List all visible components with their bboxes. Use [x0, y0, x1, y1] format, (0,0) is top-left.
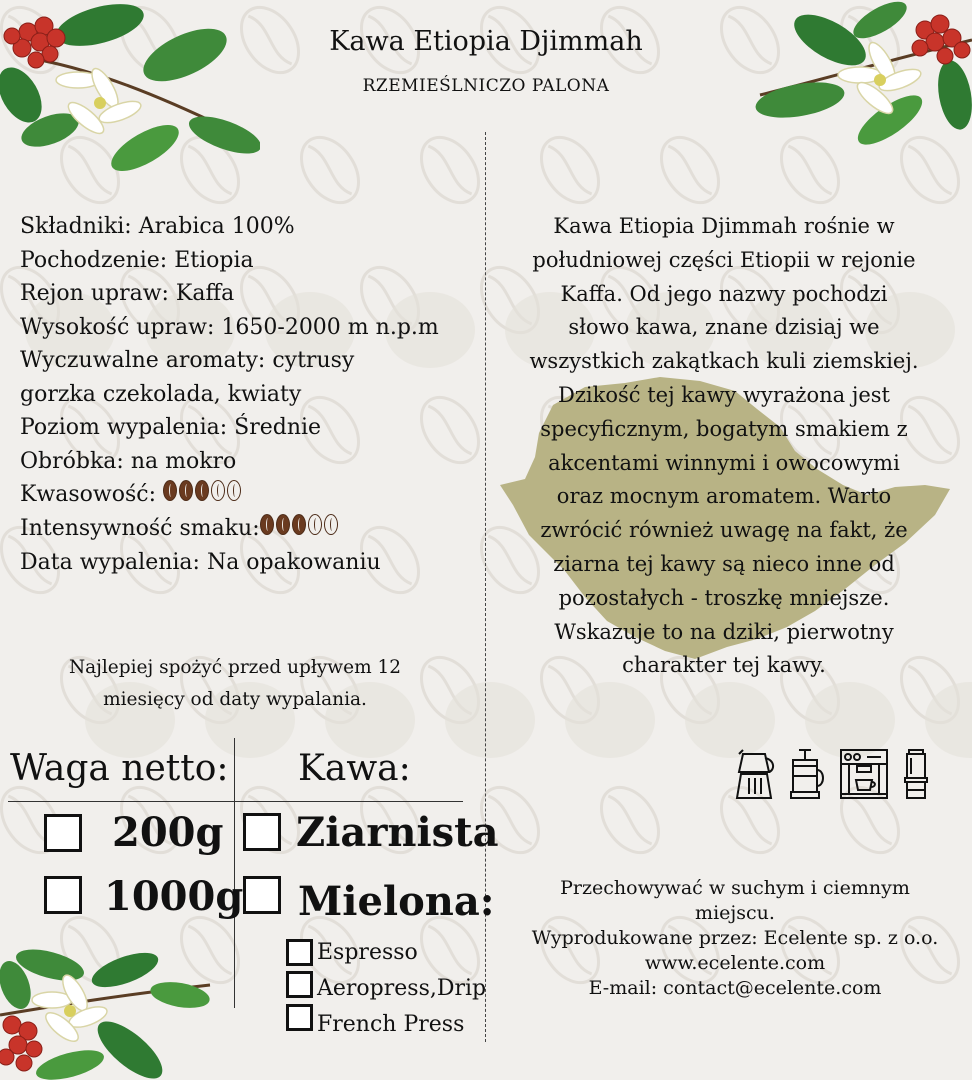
product-description	[508, 210, 940, 683]
best-before-line-1: Najlepiej spożyć przed upływem 12	[68, 657, 402, 678]
empty-coffee-bean-icon	[324, 514, 338, 535]
product-subtitle: RZEMIEŚLNICZO PALONA	[362, 76, 610, 96]
grind-espresso-label: Espresso	[317, 940, 418, 965]
empty-coffee-bean-icon	[227, 480, 241, 501]
spec-region: Rejon upraw: Kaffa	[20, 281, 235, 306]
coffee-flower-illustration-bottom-left	[0, 945, 220, 1080]
intensity-rating	[260, 512, 340, 546]
whole-bean-label: Ziarnista	[296, 809, 499, 856]
spec-altitude: Wysokość upraw: 1650-2000 m n.p.m	[20, 314, 439, 340]
description-line: pozostałych - troszkę mniejsze.	[558, 585, 890, 610]
description-line: akcentami winnymi i owocowymi	[548, 450, 900, 475]
storage-line-1: Przechowywać w suchym i ciemnym	[560, 877, 910, 899]
ground-label: Mielona:	[298, 878, 495, 925]
spec-processing: Obróbka: na mokro	[20, 448, 237, 474]
spec-ingredients: Składniki: Arabica 100%	[20, 214, 295, 239]
ground-checkbox[interactable]	[243, 876, 281, 914]
description-line: Kawa Etiopia Djimmah rośnie w	[553, 214, 895, 238]
spec-aroma-line-2: gorzka czekolada, kwiaty	[20, 381, 302, 407]
weight-200g-label: 200g	[112, 809, 224, 856]
description-line: Dzikość tej kawy wyrażona jest	[558, 382, 890, 407]
french-press-icon	[789, 748, 825, 800]
specifications-list	[20, 210, 439, 579]
weight-1000g-checkbox[interactable]	[44, 876, 82, 914]
coffee-flower-illustration-top-right	[740, 0, 972, 150]
aeropress-icon	[903, 748, 929, 800]
spec-origin: Pochodzenie: Etiopia	[20, 247, 254, 273]
email-link[interactable]: E-mail: contact@ecelente.com	[588, 977, 882, 999]
espresso-machine-icon	[839, 748, 889, 800]
spec-intensity	[20, 512, 439, 546]
spec-acidity	[20, 478, 439, 512]
description-line: zwrócić również uwagę na fakt, że	[540, 518, 908, 543]
description-line: wszystkich zakątkach kuli ziemskiej.	[529, 349, 919, 374]
grind-espresso-checkbox[interactable]	[286, 939, 313, 966]
best-before-line-2: miesięcy od daty wypalania.	[103, 689, 367, 710]
filled-coffee-bean-icon	[276, 514, 290, 535]
description-line: charakter tej kawy.	[622, 653, 826, 678]
spec-roast-date: Data wypalenia: Na opakowaniu	[20, 549, 381, 575]
filled-coffee-bean-icon	[179, 480, 193, 501]
weight-1000g-label: 1000g	[104, 873, 244, 920]
description-line: południowej części Etiopii w rejonie	[532, 247, 916, 272]
filled-coffee-bean-icon	[292, 514, 306, 535]
acidity-rating	[163, 478, 243, 512]
product-title: Kawa Etiopia Djimmah	[329, 26, 643, 57]
weight-200g-checkbox[interactable]	[44, 814, 82, 852]
intensity-label: Intensywność smaku:	[20, 515, 260, 541]
storage-line-2: miejscu.	[695, 902, 775, 924]
grind-aeropress-drip-checkbox[interactable]	[286, 971, 313, 998]
filled-coffee-bean-icon	[195, 480, 209, 501]
empty-coffee-bean-icon	[211, 480, 225, 501]
grind-french-press-label: French Press	[317, 1012, 465, 1037]
description-line: specyficznym, bogatym smakiem z	[540, 416, 908, 441]
whole-bean-checkbox[interactable]	[243, 813, 281, 851]
storage-and-producer-info	[520, 876, 950, 1001]
coffee-type-header: Kawa:	[298, 748, 411, 789]
filled-coffee-bean-icon	[163, 480, 177, 501]
website-link[interactable]: www.ecelente.com	[644, 952, 826, 974]
brewing-methods-icons	[735, 748, 929, 800]
best-before-note	[30, 652, 440, 716]
grind-aeropress-drip-label: Aeropress,Drip	[317, 976, 487, 1001]
moka-pot-icon	[735, 748, 775, 800]
description-line: oraz mocnym aromatem. Warto	[556, 484, 892, 509]
spec-aroma-line-1: Wyczuwalne aromaty: cytrusy	[20, 348, 355, 373]
description-line: Kaffa. Od jego nazwy pochodzi	[560, 281, 888, 306]
description-line: ziarna tej kawy są nieco inne od	[553, 551, 895, 576]
options-grid-horizontal-line	[8, 801, 463, 802]
filled-coffee-bean-icon	[260, 514, 274, 535]
empty-coffee-bean-icon	[308, 514, 322, 535]
description-line: Wskazuje to na dziki, pierwotny	[554, 619, 894, 644]
spec-roast-level: Poziom wypalenia: Średnie	[20, 415, 322, 440]
description-line: słowo kawa, znane dzisiaj we	[568, 315, 880, 340]
net-weight-header: Waga netto:	[10, 748, 229, 789]
producer-name: Wyprodukowane przez: Ecelente sp. z o.o.	[531, 927, 939, 949]
acidity-label: Kwasowość:	[20, 482, 157, 507]
grind-french-press-checkbox[interactable]	[286, 1004, 313, 1031]
